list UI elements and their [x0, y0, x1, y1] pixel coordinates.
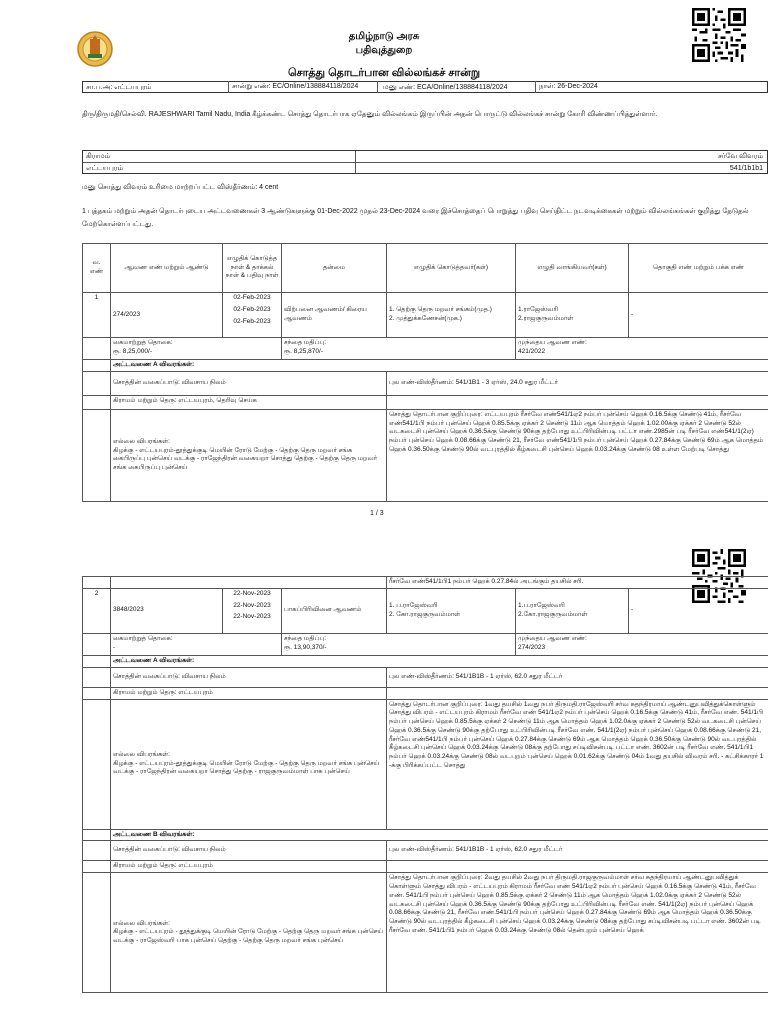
- schedule-a-heading: அட்டவணை A விவரங்கள்:: [111, 360, 768, 372]
- survey-extent: புல எண்-விஸ்தீர்ணம்: 541/1B1B - 1 ஏர்ஸ், 62.0 சதுர மீட்டர்: [387, 667, 768, 687]
- previous-document: 421/2022: [518, 347, 546, 355]
- village-street: கிராமம் மற்றும் தெரு: எட்டயபுரம்: [111, 687, 387, 699]
- previous-document-label: முந்தைய ஆவண எண்:: [518, 634, 587, 642]
- property-classification: சொத்தின் வகைப்பாடு: விவசாய நிலம்: [111, 667, 387, 687]
- schedule-a-heading: அட்டவணை A விவரங்கள்:: [111, 655, 768, 667]
- page-number: 1 / 3: [370, 510, 384, 517]
- market-value: ரூ. 8,25,870/-: [284, 347, 323, 355]
- extent-note: மனு சொத்து விவரம் உரிமை மாற்றப்பட்ட விஸ்தீர்ணம்: 4 cent: [82, 184, 279, 191]
- entry-claimant: 1.ப.ராஜேஸ்வரி 2.கோ.ராஜகுருவம்மாள்: [516, 588, 629, 633]
- col-executant: எழுதிக் கொடுத்தவர்(கள்): [387, 244, 516, 293]
- entry-date-presented: 22-Nov-2023: [233, 601, 271, 609]
- encumbrance-table-page2: [82, 576, 768, 993]
- certificate-number: சான்று எண்: EC/Online/138884118/2024: [228, 81, 378, 93]
- search-note: 1 புத்தகம் மற்றும் அதன் தொடர்புடைய அட்டவணைகள் 3 ஆண்டுகளுக்கு 01-Dec-2022 முதல் 23-Dec-2024 வரை இச்சொத்தைப் பொறுத்து பதிவு செய்திட்ட நடவடிக்கைகள் மற்றும் வில்லங்கங்கள் குறித்து தேடுதல் மேற்கொள்ளப்பட்டது.: [82, 208, 749, 228]
- entry-date-executed: 02-Feb-2023: [233, 294, 271, 301]
- encumbrance-table-page1: [82, 243, 768, 502]
- entry-document: 274/2023: [111, 293, 223, 338]
- entry-date-executed: 22-Nov-2023: [233, 589, 271, 597]
- entry-serial: 1: [83, 293, 111, 338]
- office-label: சா.ப.அ: எட்டயபுரம்: [86, 84, 152, 91]
- previous-document-label: முந்தைய ஆவண எண்:: [518, 339, 587, 346]
- village-street: கிராமம் மற்றும் தெரு: எட்டயபுரம், தெரிவு செய்க: [111, 395, 387, 409]
- property-table: [82, 150, 768, 174]
- survey-extent: புல எண்-விஸ்தீர்ணம்: 541/1B1B - 1 ஏர்ஸ், 62.0 சதுர மீட்டர்: [387, 841, 768, 861]
- entry-nature: பாகப்பிரிவினை ஆவணம்: [282, 588, 387, 633]
- market-value-label: சந்தை மதிப்பு:: [284, 634, 326, 642]
- consideration-label: கைமாற்றுத் தொகை:: [113, 634, 173, 642]
- survey-value: 541/1b1b1: [729, 165, 763, 172]
- boundary-details: எல்லை விபரங்கள்: கிழக்கு - எட்டயபுரம் - தூத்துக்குடி மெயின் ரோடு மேற்கு - தெற்கு தெரு மறவர் சங்க புன்செய் வடக்கு - ராஜேஸ்வரி பாக புன்செய் தெற்கு - தெற்கு தெரு மறவர் சங்க புன்செய்: [111, 873, 387, 993]
- entry-serial: 2: [83, 588, 111, 633]
- entry-date-registered: 22-Nov-2023: [233, 613, 271, 621]
- col-dates: எழுதிக் கொடுத்த நாள் & தாக்கல் நாள் & பதிவு நாள்: [223, 244, 282, 293]
- boundary-details: எல்லை விபரங்கள்: கிழக்கு - எட்டயபுரம்-தூத்துக்குடி மெயின் ரோடு மேற்கு - தெற்கு தெரு மறவர் சங்க கைபிருப்பு புன்செய் வடக்கு - ராஜேந்திரன் வகையறா சொத்து தெற்கு - தெற்கு தெரு மறவர் சங்க கைபிருப்பு புன்செய்: [111, 409, 387, 501]
- village-value: எட்டயபுரம்: [86, 165, 124, 172]
- entry-executant: 1. தெற்கு தெரு மறவர் சங்கம்(முத.) 2. முத்துக்கணேசன்(முக.): [387, 293, 516, 338]
- col-nature: தன்மை: [282, 244, 387, 293]
- entry-date-presented: 02-Feb-2023: [233, 305, 271, 313]
- survey-label: சர்வே விவரம்: [717, 153, 763, 160]
- schedule-b-heading: அட்டவணை B விவரங்கள்:: [111, 829, 768, 841]
- market-value: ரூ. 13,90,370/-: [284, 643, 327, 651]
- entry-volume: -: [629, 588, 768, 633]
- entry-volume: -: [629, 293, 768, 338]
- certificate-date: நாள்: 26-Dec-2024: [535, 81, 768, 93]
- previous-document: 274/2023: [518, 643, 546, 651]
- entry-executant: 1. ப.ராஜேஸ்வரி 2. கோ.ராஜகுருவம்மாள்: [387, 588, 516, 633]
- department-heading: பதிவுத்துறை: [355, 45, 413, 56]
- property-remarks: சொத்து தொடர்பான குறிப்புரை: எட்டயபுரம் ரீசர்வே எண்541/1ஏ2 நம்பர் புன்செய் ஹெக் 0.16.5க்கு செண்டு 41ம், ரீசர்வே எண்541/1பி நம்பர் புன்செய் ஹெக் 0.85.5க்கு ஏக்கர் 2 செண்டு 11ம் ஆக மொத்தம் ஹெக் 1.02.00க்கு ஏக்கர் 2 செண்டு 52ல் வடகடைசி புன்செய் ஹெக் 0.36.5க்கு செண்டு 90க்கு தற்போது உட்பிரிவின்படி பட்டா எண்.2985ன் படி ரீசர்வே எண்541/1(2ஏ) நம்பர் புன்செய் ஹெக் 0.08.66க்கு செண்டு 21, ரீசர்வே எண்541/1பி நம்பர் புன்செய் ஹெக் 0.27.84க்கு செண்டு 69ம் ஆக மொத்தம் ஹெக் 0.36.50க்கு செண்டு 90ல் வடபுரத்தில் கீழ்கடைசி புன்செய் ஹெக் 0.03.24க்கு செண்டு 08 உள்ள மேற்படி சொத்து: [387, 409, 768, 501]
- village-street: கிராமம் மற்றும் தெரு: எட்டயபுரம்: [111, 861, 387, 873]
- entry-document: 3848/2023: [111, 588, 223, 633]
- property-classification: சொத்தின் வகைப்பாடு: விவசாய நிலம்: [111, 371, 387, 395]
- state-government-heading: தமிழ்நாடு அரசு: [348, 31, 420, 42]
- consideration-value: -: [113, 643, 116, 651]
- document-title: சொத்து தொடர்பான வில்லங்கச் சான்று: [287, 67, 481, 79]
- village-label: கிராமம்: [86, 153, 111, 160]
- property-classification: சொத்தின் வகைப்பாடு: விவசாய நிலம்: [111, 841, 387, 861]
- entry-date-registered: 02-Feb-2023: [233, 317, 271, 325]
- continued-remark: ரீசர்வே எண்541/1பி1 நம்பர் ஹெக் 0.27.84ல் அடங்கும் தயசில் சரி.: [387, 577, 768, 589]
- consideration-label: கைமாற்றுத் தொகை:: [113, 339, 173, 346]
- col-serial-number: வ. எண்: [83, 244, 111, 293]
- market-value-label: சந்தை மதிப்பு:: [284, 339, 326, 346]
- col-document-number: ஆவண எண் மற்றும் ஆண்டு: [111, 244, 223, 293]
- boundary-details: எல்லை விபரங்கள்: கிழக்கு - எட்டயபுரம்-தூத்துக்குடி மெயின் ரோடு மேற்கு - தெற்கு தெரு மறவர் சங்க புன்செய் வடக்கு - ராஜேந்திரன் வகையறா சொத்து தெற்கு - ராஜகுருவம்மாள் பாக புன்செய்: [111, 699, 387, 829]
- survey-extent: புல எண்-விஸ்தீர்ணம்: 541/1B1 - 3 ஏர்ஸ், 24.0 சதுர மீட்டர்: [387, 371, 768, 395]
- table-row: [83, 588, 768, 633]
- entry-claimant: 1.ராஜேஸ்வரி 2.ராஜகுருவம்மாள்: [516, 293, 629, 338]
- col-claimant: எழுதி வாங்கியவர்(கள்): [516, 244, 629, 293]
- table-row: [83, 293, 768, 338]
- col-volume-page: தொகுதி எண் மற்றும் பக்க எண்: [629, 244, 768, 293]
- application-number: மனு எண்: ECA/Online/138884118/2024: [383, 84, 508, 91]
- intro-paragraph: திரு/திருமதி/செல்வி. RAJESHWARI Tamil Nadu, India கீழ்க்கண்ட சொத்து தொடர்பாக ஏதேனும் வில்லங்கம் இருப்பின் அதன் பொருட்டு வில்லங்கச் சான்று கோரி விண்ணப்பித்துள்ளார்.: [82, 111, 658, 118]
- info-row: [82, 81, 768, 93]
- property-remarks: சொத்து தொடர்பான குறிப்புரை: 1வது தயசில் 1வது நபர் திருமதி.ராஜேஸ்வரி சர்வ சுதந்திரமாய் ஆண்டனுபவித்துக்கொள்ளும் சொத்து விபரம் - எட்டயபுரம் கிராமம் ரீசர்வே எண் 541/1ஏ2 நம்பர் புன்செய் ஹெக் 0.16.5க்கு செண்டு 41ம், ரீசர்வே எண். 541/1பி நம்பர் புன்செய் ஹெக் 0.85.5க்கு ஏக்கர் 2 செண்டு 11ம் ஆக மொத்தம் ஹெக் 1.02.0க்கு ஏக்கர் 2 செண்டு 52ல் வடகடைசி புன்செய் ஹெக் 0.36.5க்கு செண்டு 90க்கு தற்போது உட்பிரிவின்படி ரீசர்வே எண். 541/1(2ஏ) நம்பர் புன்செய் ஹெக் 0.08.66க்கு செண்டு 21, ரீசர்வே எண்541/1பி நம்பர் புன்செய் ஹெக் 0.27.84க்கு செண்டு 69ம் ஆக மொத்தம் ஹெக் 0.36.50க்கு செண்டு 90ல் வடபுரத்தில் கீழ்கடைசி புன்செய் ஹெக் 0.03.24க்கு செண்டு 08க்கு தற்போது சப்டிவிசன்படி பட்டா எண். 3602ன் படி ரீசர்வே எண். 541/1பி1 நம்பர் ஹெக் 0.03.24க்கு செண்டு 08ல் வடபுறம் புன்செய் ஹெக் 0.01.62க்கு செண்டு 04ம் 1வது தயசில் விவரம் சரி. - கட்சிக்காரர் 1 -க்கு பிரிக்கப்பட்ட சொத்து: [387, 699, 768, 829]
- entry-nature: விற்பனை ஆவணம்/ கிரைய ஆவணம்: [282, 293, 387, 338]
- property-remarks: சொத்து தொடர்பான குறிப்புரை: 2வது தயசில் 2வது நபர் திருமதி.ராஜகுருவம்மாள் சர்வ சுதந்திரமாய் ஆண்டனுபவித்துக் கொள்ளும் சொத்து விபரம் - எட்டயபுரம் கிராமம் ரீசர்வே எண் 541/1ஏ2 நம்பர் புன்செய் ஹெக் 0.16.5க்கு செண்டு 41ம், ரீசர்வே எண். 541/1பி நம்பர் புன்செய் ஹெக் 0.85.5க்கு ஏக்கர் 2 செண்டு 11ம் ஆக மொத்தம் ஹெக் 1.02.0க்கு ஏக்கர் 2 செண்டு 52ல் வடகடைசி புன்செய் ஹெக் 0.36.5க்கு செண்டு 90க்கு தற்போது உட்பிரிவின்படி ரீசர்வே எண். 541/1(2ஏ) நம்பர் புன்செய் ஹெக் 0.08.66க்கு செண்டு 21, ரீசர்வே எண்.541/1பி நம்பர் புன்செய் ஹெக் 0.27.84க்கு செண்டு 69ம் ஆக மொத்தம் ஹெக் 0.36.50க்கு செண்டு 90ல் வடபுரத்தில் கீழ்கடைசி புன்செய் ஹெக் 0.03.24க்கு செண்டு 08க்கு தற்போது சப்டிவிசன்படி பட்டா எண். 3602ன் படி ரீசர்வே எண். 541/1பி1 நம்பர் ஹெக் 0.03.24க்கு செண்டு 08ல் தென்புறம் புன்செய் ஹெக்: [387, 873, 768, 993]
- consideration-value: ரூ. 8,25,000/-: [113, 347, 152, 355]
